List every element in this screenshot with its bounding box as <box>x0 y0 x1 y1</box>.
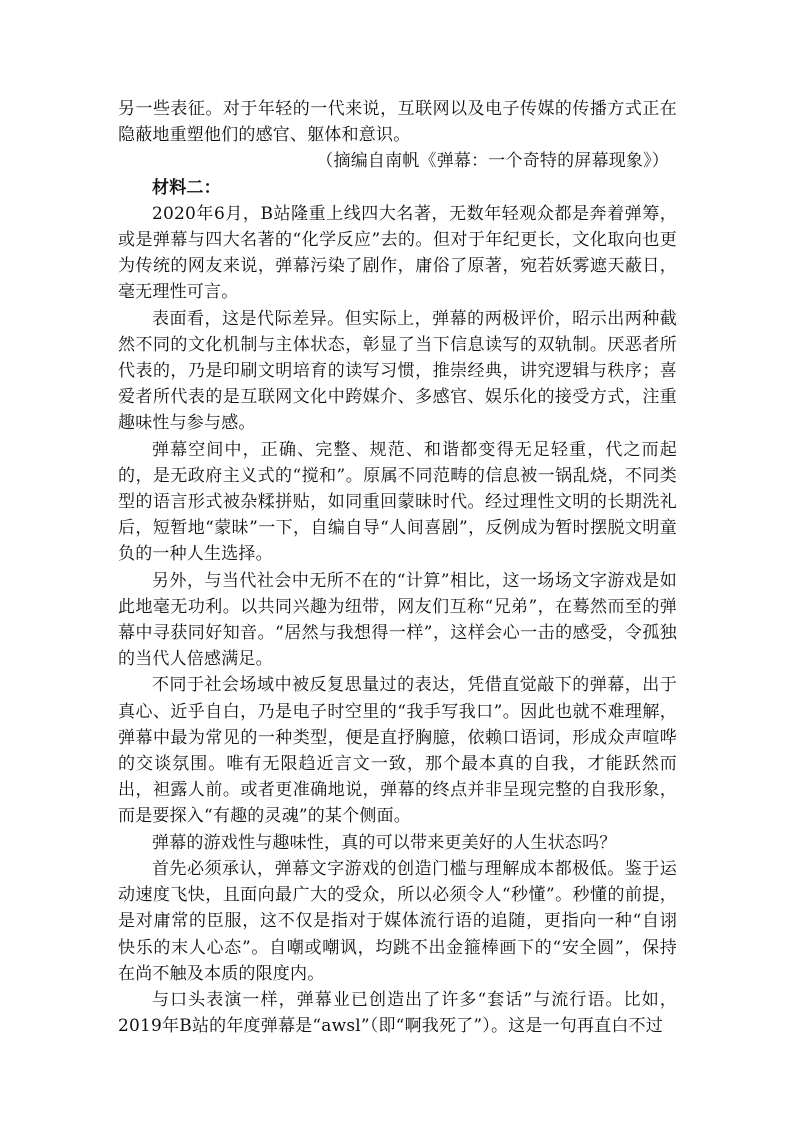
document-body <box>118 96 677 1039</box>
source-citation: （摘编自南帆《弹幕：一个奇特的屏幕现象》） <box>316 151 669 172</box>
body-paragraph: 弹幕空间中，正确、完整、规范、和谐都变得无足轻重，代之而起的，是无政府主义式的“搅和”。原属不同范畴的信息被一锅乱烧，不同类型的语言形式被杂糅拼贴，如同重回蒙昧时代。经过理性文明的长期洗礼后，短暂地“蒙昧”一下，自编自导“人间喜剧”，反例成为暂时摆脱文明童负的一种人生选择。 <box>118 439 677 565</box>
body-paragraph: 表面看，这是代际差异。但实际上，弹幕的两极评价，昭示出两种截然不同的文化机制与主体状态，彰显了当下信息读写的双轨制。厌恶者所代表的，乃是印刷文明培育的读写习惯，推崇经典，讲究逻辑与秩序；喜爱者所代表的是互联网文化中跨媒介、多感官、娱乐化的接受方式，注重趣味性与参与感。 <box>118 308 677 434</box>
body-paragraph: 首先必须承认，弹幕文字游戏的创造门槛与理解成本都极低。鉴于运动速度飞快，且面向最广大的受众，所以必须令人“秒懂”。秒懂的前提，是对庸常的臣服，这不仅是指对于媒体流行语的追随，更指向一种“自诩快乐的末人心态”。自嘲或嘲讽，均跳不出金箍棒画下的“安全圆”，保持在尚不触及本质的限度内。 <box>118 858 677 984</box>
body-paragraph: 2020年6月，B站隆重上线四大名著，无数年轻观众都是奔着弹筹，或是弹幕与四大名著的“化学反应”去的。但对于年纪更长，文化取向也更为传统的网友来说，弹幕污染了剧作，庸俗了原著，宛若妖雾遮天蔽日，毫无理性可言。 <box>118 203 677 303</box>
body-paragraph: 与口头表演一样，弹幕业已创造出了许多“套话”与流行语。比如，2019年B站的年度弹幕是“awsl”（即“啊我死了”）。这是一句再直白不过 <box>118 989 677 1037</box>
body-paragraph: 不同于社会场域中被反复思量过的表达，凭借直觉敲下的弹幕，出于真心、近乎自白，乃是电子时空里的“我手写我口”。因此也就不难理解，弹幕中最为常见的一种类型，便是直抒胸臆，依赖口语词，形成众声喧哗的交谈氛围。唯有无限趋近言文一致，那个最本真的自我，才能跃然而出，袒露人前。或者更准确地说，弹幕的终点并非呈现完整的自我形象，而是要探入“有趣的灵魂”的某个侧面。 <box>118 675 677 827</box>
body-paragraph: 弹幕的游戏性与趣味性，真的可以带来更美好的人生状态吗？ <box>152 832 617 853</box>
intro-paragraph: 另一些表征。对于年轻的一代来说，互联网以及电子传媒的传播方式正在隐蔽地重塑他们的感官、躯体和意识。 <box>118 99 677 146</box>
body-paragraph: 另外，与当代社会中无所不在的“计算”相比，这一场场文字游戏是如此地毫无功利。以共同兴趣为纽带，网友们互称“兄弟”，在蓦然而至的弹幕中寻获同好知音。“居然与我想得一样”，这样会心一击的感受，令孤独的当代人倍感满足。 <box>118 570 677 670</box>
section-heading: 材料二： <box>152 177 221 198</box>
